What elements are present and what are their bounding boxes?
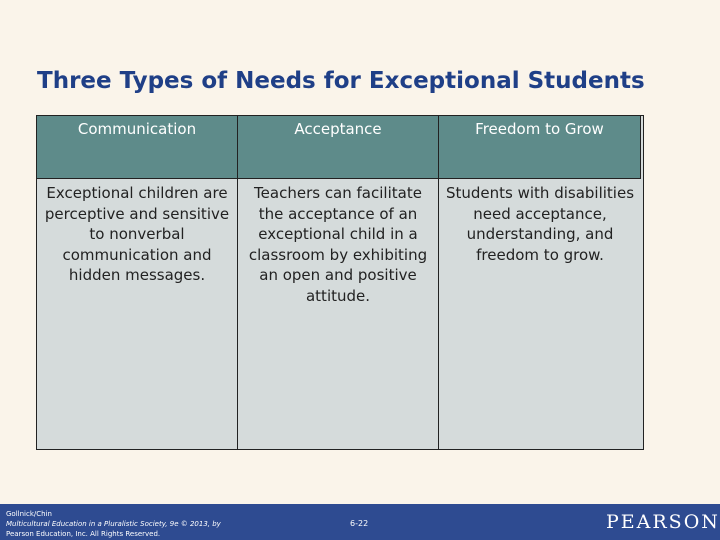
pearson-logo: PEARSON	[606, 511, 720, 533]
footer-bar	[0, 504, 720, 540]
copyright-credit	[6, 509, 221, 539]
slide-title: Three Types of Needs for Exceptional Students	[37, 68, 645, 94]
cell-acceptance: Teachers can facilitate the acceptance of an exceptional child in a classroom by exhibiting an open and positive attitude.	[238, 179, 439, 449]
cell-freedom-to-grow: Students with disabilities need acceptance, understanding, and freedom to grow.	[445, 184, 635, 264]
header-freedom-to-grow: Freedom to Grow	[439, 116, 641, 179]
credit-authors: Gollnick/Chin	[6, 510, 52, 518]
credit-rights: Pearson Education, Inc. All Rights Reserved.	[6, 530, 161, 538]
header-acceptance: Acceptance	[238, 116, 439, 179]
header-communication: Communication	[37, 116, 238, 179]
cell-communication: Exceptional children are perceptive and sensitive to nonverbal communication and hidden messages.	[37, 179, 238, 449]
needs-table	[36, 115, 644, 450]
credit-book-title: Multicultural Education in a Pluralistic Society, 9e © 2013, by	[6, 520, 221, 528]
page-number: 6-22	[350, 519, 369, 528]
